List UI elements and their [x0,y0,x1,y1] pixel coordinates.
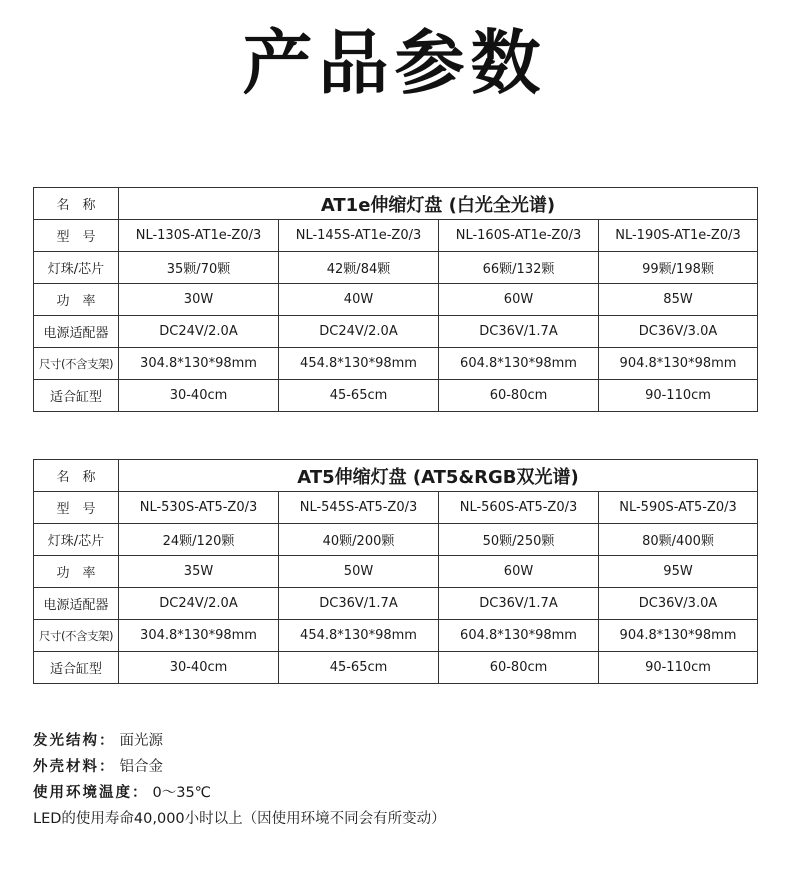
table-row [34,652,758,684]
table-cell: 60-80cm [439,380,599,412]
table-cell: NL-530S-AT5-Z0/3 [119,492,279,524]
table-cell: DC24V/2.0A [119,316,279,348]
table-cell: 60-80cm [439,652,599,684]
table-cell: 904.8*130*98mm [599,620,758,652]
table-cell: 85W [599,284,758,316]
table-cell: DC36V/3.0A [599,588,758,620]
table-cell: DC36V/1.7A [279,588,439,620]
table-cell: 604.8*130*98mm [439,348,599,380]
row-label: 型 号 [34,492,119,524]
table-cell: NL-160S-AT1e-Z0/3 [439,220,599,252]
row-label: 灯珠/芯片 [34,252,119,284]
table-cell: NL-145S-AT1e-Z0/3 [279,220,439,252]
row-label: 电源适配器 [34,588,119,620]
table-row [34,620,758,652]
table-row [34,380,758,412]
table-cell: 30W [119,284,279,316]
table-cell: DC24V/2.0A [279,316,439,348]
table-row [34,284,758,316]
row-label: 功 率 [34,556,119,588]
table-row [34,556,758,588]
note-line [33,728,753,754]
row-label: 尺寸(不含支架) [34,348,119,380]
row-label: 名 称 [34,188,119,220]
table-cell: 35W [119,556,279,588]
table-cell: 60W [439,284,599,316]
row-label: 功 率 [34,284,119,316]
table-row [34,220,758,252]
table-row [34,252,758,284]
table-row [34,588,758,620]
table-cell: 454.8*130*98mm [279,620,439,652]
note-label: 使用环境温度： [33,785,149,801]
table-cell: 99颗/198颗 [599,252,758,284]
table-cell: 604.8*130*98mm [439,620,599,652]
note-value: 铝合金 [119,759,163,775]
table-row [34,524,758,556]
table-row [34,316,758,348]
note-value: 0～35℃ [152,785,211,801]
table-row [34,348,758,380]
note-line [33,806,753,832]
row-label: 名 称 [34,460,119,492]
note-line [33,754,753,780]
table-cell: 95W [599,556,758,588]
note-label: 发光结构： [33,733,116,749]
row-label: 灯珠/芯片 [34,524,119,556]
product-notes [33,728,753,832]
spec-table-at1e [33,187,758,412]
table-cell: 35颗/70颗 [119,252,279,284]
row-label: 型 号 [34,220,119,252]
table-cell: 50颗/250颗 [439,524,599,556]
table-cell: DC36V/1.7A [439,316,599,348]
table-cell: 304.8*130*98mm [119,620,279,652]
table-cell: 80颗/400颗 [599,524,758,556]
note-line [33,780,753,806]
table-row [34,460,758,492]
note-value: 面光源 [119,733,163,749]
table-cell: NL-560S-AT5-Z0/3 [439,492,599,524]
table-cell: 24颗/120颗 [119,524,279,556]
spec-table-at5 [33,459,758,684]
table-cell: 90-110cm [599,652,758,684]
table-cell: 45-65cm [279,652,439,684]
table-cell: DC36V/1.7A [439,588,599,620]
table-cell: DC36V/3.0A [599,316,758,348]
table-cell: NL-130S-AT1e-Z0/3 [119,220,279,252]
row-label: 尺寸(不含支架) [34,620,119,652]
table-cell: 40W [279,284,439,316]
table-cell: NL-590S-AT5-Z0/3 [599,492,758,524]
table-cell: 60W [439,556,599,588]
table-cell: 304.8*130*98mm [119,348,279,380]
table-cell: NL-545S-AT5-Z0/3 [279,492,439,524]
table-cell: 454.8*130*98mm [279,348,439,380]
table-row [34,188,758,220]
table-cell: 66颗/132颗 [439,252,599,284]
row-label: 适合缸型 [34,652,119,684]
note-value: LED的使用寿命40,000小时以上（因使用环境不同会有所变动） [33,811,446,827]
table-cell: NL-190S-AT1e-Z0/3 [599,220,758,252]
table-cell: 904.8*130*98mm [599,348,758,380]
table-cell: 45-65cm [279,380,439,412]
table-cell: 90-110cm [599,380,758,412]
table-cell: 40颗/200颗 [279,524,439,556]
table-cell: 50W [279,556,439,588]
table-cell: DC24V/2.0A [119,588,279,620]
page-title: 产品参数 [242,22,547,104]
row-label: 电源适配器 [34,316,119,348]
table-cell: 42颗/84颗 [279,252,439,284]
row-label: 适合缸型 [34,380,119,412]
table-row [34,492,758,524]
table-cell: 30-40cm [119,380,279,412]
note-label: 外壳材料： [33,759,116,775]
table-caption: AT1e伸缩灯盘 (白光全光谱) [119,188,758,220]
table-cell: 30-40cm [119,652,279,684]
table-caption: AT5伸缩灯盘 (AT5&RGB双光谱) [119,460,758,492]
